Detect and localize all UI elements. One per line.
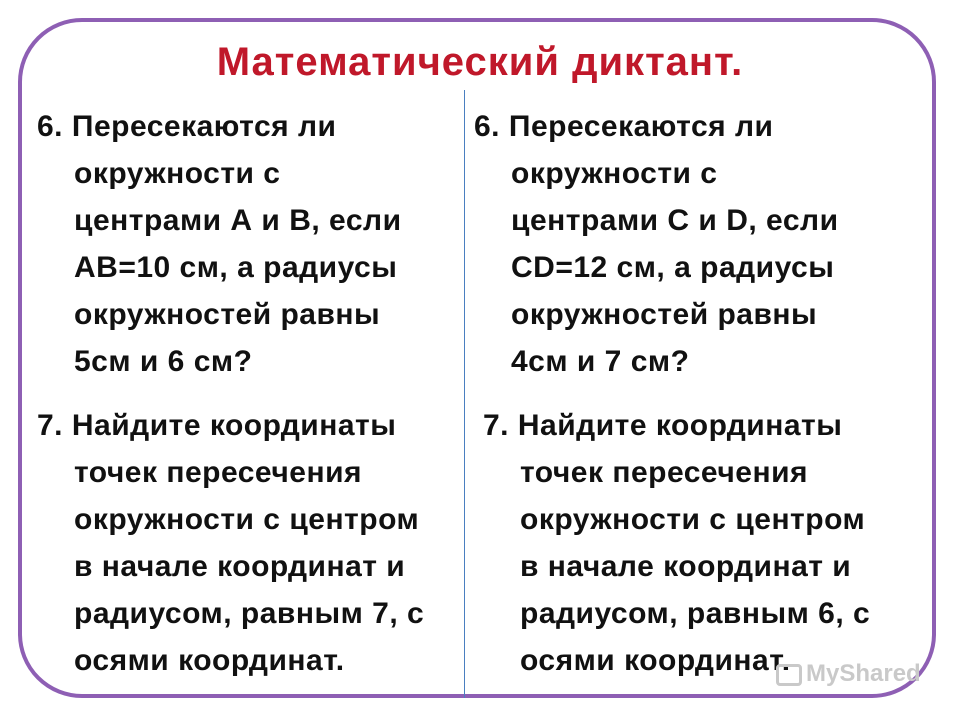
- question-text-line: окружности с центром: [520, 503, 866, 536]
- question-number: 7.: [483, 409, 510, 442]
- question-text-line: окружностей равны: [74, 298, 381, 331]
- left-question-7: [37, 402, 424, 684]
- left-question-6: [37, 103, 402, 385]
- question-text-line: Найдите координаты: [517, 409, 843, 442]
- question-text-line: осями координат.: [74, 644, 345, 677]
- question-number: 6.: [474, 110, 501, 143]
- question-text-line: Пересекаются ли: [508, 110, 774, 143]
- question-text-line: Пересекаются ли: [71, 110, 337, 143]
- question-text-line: 5см и 6 см?: [74, 345, 253, 378]
- question-text-line: центрами С и D, если: [511, 204, 839, 237]
- question-text-line: в начале координат и: [520, 550, 852, 583]
- right-question-6: [474, 103, 839, 385]
- question-text-line: окружности с центром: [74, 503, 420, 536]
- column-divider: [464, 90, 465, 698]
- question-text-line: радиусом, равным 6, с: [520, 597, 871, 630]
- question-text-line: точек пересечения: [520, 456, 809, 489]
- presentation-icon: [776, 664, 802, 686]
- question-first-line: [37, 402, 424, 449]
- question-number: 6.: [37, 110, 64, 143]
- question-first-line: [37, 103, 402, 150]
- question-text-line: осями координат.: [520, 644, 791, 677]
- question-text-line: окружности с: [511, 157, 718, 190]
- question-text-line: точек пересечения: [74, 456, 363, 489]
- question-text-line: Найдите координаты: [71, 409, 397, 442]
- question-first-line: [483, 402, 870, 449]
- watermark: [776, 660, 921, 688]
- page-title: Математический диктант.: [216, 40, 744, 84]
- question-text-line: АВ=10 см, а радиусы: [74, 251, 398, 284]
- question-text-line: центрами А и В, если: [74, 204, 402, 237]
- question-text-line: в начале координат и: [74, 550, 406, 583]
- question-text-line: радиусом, равным 7, с: [74, 597, 425, 630]
- question-text-line: окружностей равны: [511, 298, 818, 331]
- question-number: 7.: [37, 409, 64, 442]
- question-text-line: CD=12 см, а радиусы: [511, 251, 835, 284]
- question-text-line: окружности с: [74, 157, 281, 190]
- watermark-text: MyShared: [806, 660, 921, 687]
- question-first-line: [474, 103, 839, 150]
- right-question-7: [483, 402, 870, 684]
- question-text-line: 4см и 7 см?: [511, 345, 690, 378]
